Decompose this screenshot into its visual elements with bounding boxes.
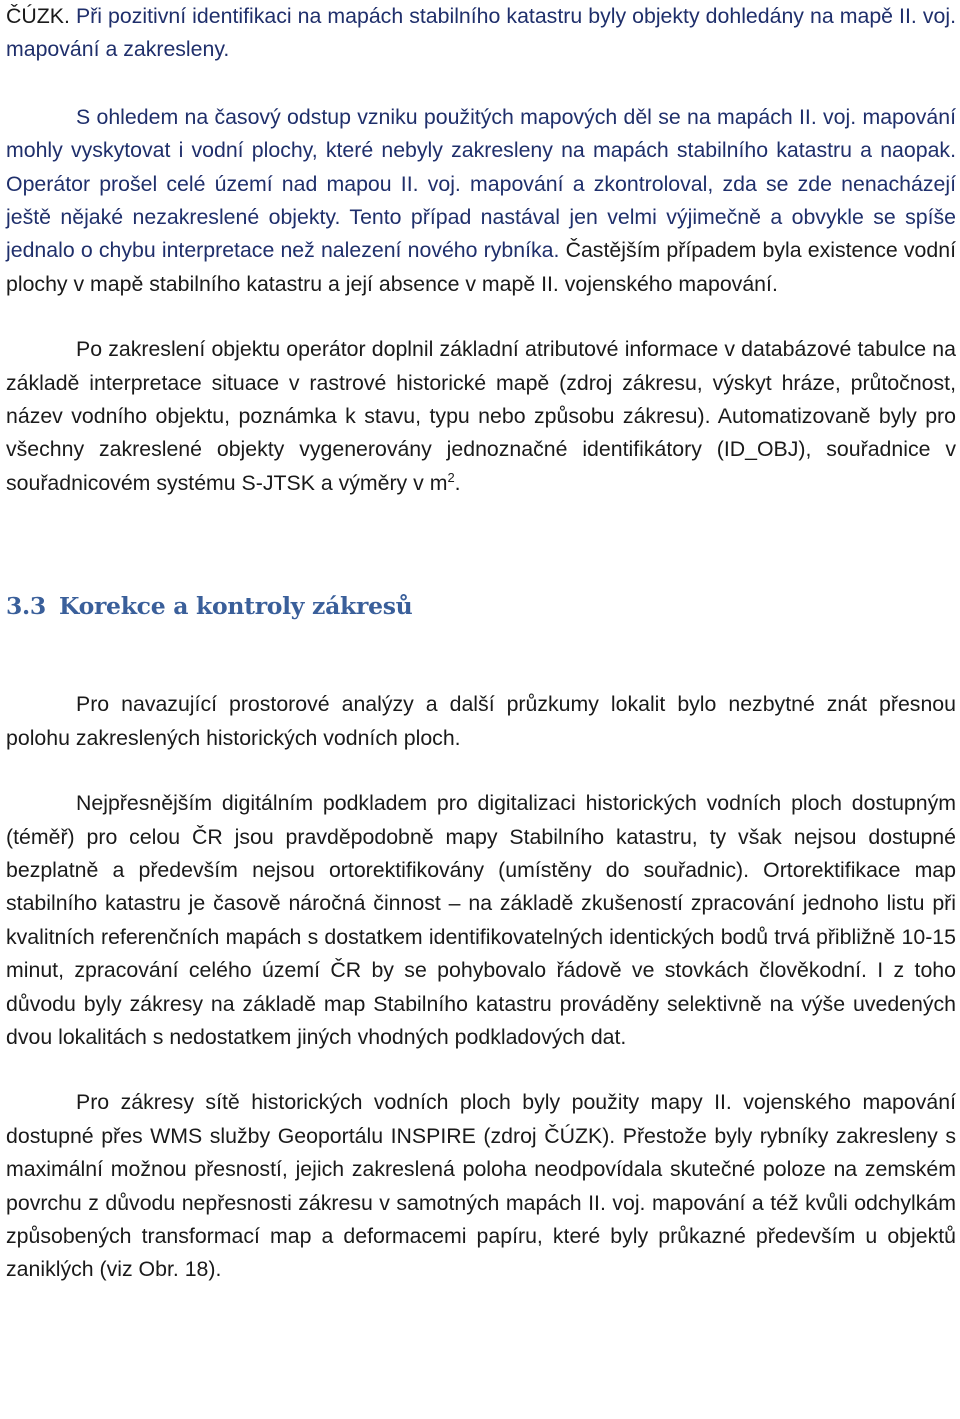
paragraph-6 <box>6 1086 956 1286</box>
document-page <box>6 0 956 1287</box>
text-run: Nejpřesnějším digitálním podkladem pro digitalizaci historických vodních ploch dostupným (téměř) pro celou ČR jsou pravděpodobně mapy Stabilního katastru, ty však nejsou dostupné bezplatně a především nejsou ortorektifikovány (umístěny do souřadnic). Ortorektifikace map stabilního katastru je časově náročná činnost – na základě zkušeností zpracování jednoho listu při kvalitních referenčních mapách s dostatkem identifikovatelných identických bodů trvá přibližně 10-15 minut, zpracování celého území ČR by se pohybovalo řádově ve stovkách člověkodní. I z toho důvodu byly zákresy na základě map Stabilního katastru prováděny selektivně na výše uvedených dvou lokalitách s nedostatkem jiných vhodných podkladových dat. <box>6 791 956 1049</box>
text-run: Po zakreslení objektu operátor doplnil základní atributové informace v databázové tabulce na základě interpretace situace v rastrové historické mapě (zdroj zákresu, výskyt hráze, průtočnost, název vodního objektu, poznámka k stavu, typu nebo způsobu zákresu). Automatizovaně byly pro všechny zakreslené objekty vygenerovány jednoznačné identifikátory (ID_OBJ), souřadnice v souřadnicovém systému S-JTSK a výměry v m <box>6 337 956 495</box>
text-run: S ohledem na časový odstup vzniku použitých mapových děl se na mapách II. voj. mapování mohly vyskytovat i vodní plochy, které nebyly zakresleny na mapách stabilního katastru a naopak. Operátor prošel celé území nad mapou II. voj. mapování a zkontroloval, zda se zde nenacházejí ještě nějaké nezakreslené objekty. Tento případ nastával jen velmi výjimečně a obvykle se spíše jednalo o chybu interpretace než nalezení nového rybníka. <box>6 104 956 263</box>
paragraph-4 <box>6 688 956 755</box>
text-run: Při pozitivní identifikaci na mapách stabilního katastru byly objekty dohledány na mapě II. voj. mapování a zakresleny. <box>6 4 956 62</box>
paragraph-2 <box>6 101 956 301</box>
paragraph-3 <box>6 333 956 500</box>
text-run: Pro navazující prostorové analýzy a další průzkumy lokalit bylo nezbytné znát přesnou polohu zakreslených historických vodních ploch. <box>6 692 956 750</box>
paragraph-5 <box>6 787 956 1054</box>
section-title: Korekce a kontroly zákresů <box>58 592 413 621</box>
text-run: . <box>454 470 461 495</box>
section-heading <box>6 588 956 624</box>
text-run: Častějším případem byla existence vodní plochy v mapě stabilního katastru a její absence v mapě II. vojenského mapování. <box>6 238 956 296</box>
text-run: ČÚZK. <box>6 4 76 28</box>
paragraph-1 <box>6 0 956 67</box>
section-number: 3.3 <box>6 592 46 621</box>
text-run: Pro zákresy sítě historických vodních ploch byly použity mapy II. vojenského mapování dostupné přes WMS služby Geoportálu INSPIRE (zdroj ČÚZK). Přestože byly rybníky zakresleny s maximální možnou přesností, jejich zakreslená poloha neodpovídala skutečné poloze na zemském povrchu z důvodu nepřesnosti zákresu v samotných mapách II. voj. mapování a též kvůli odchylkám způsobených transformací map a deformacemi papíru, které byly průkazné především u objektů zaniklých (viz Obr. 18). <box>6 1090 956 1282</box>
superscript: 2 <box>447 469 455 485</box>
